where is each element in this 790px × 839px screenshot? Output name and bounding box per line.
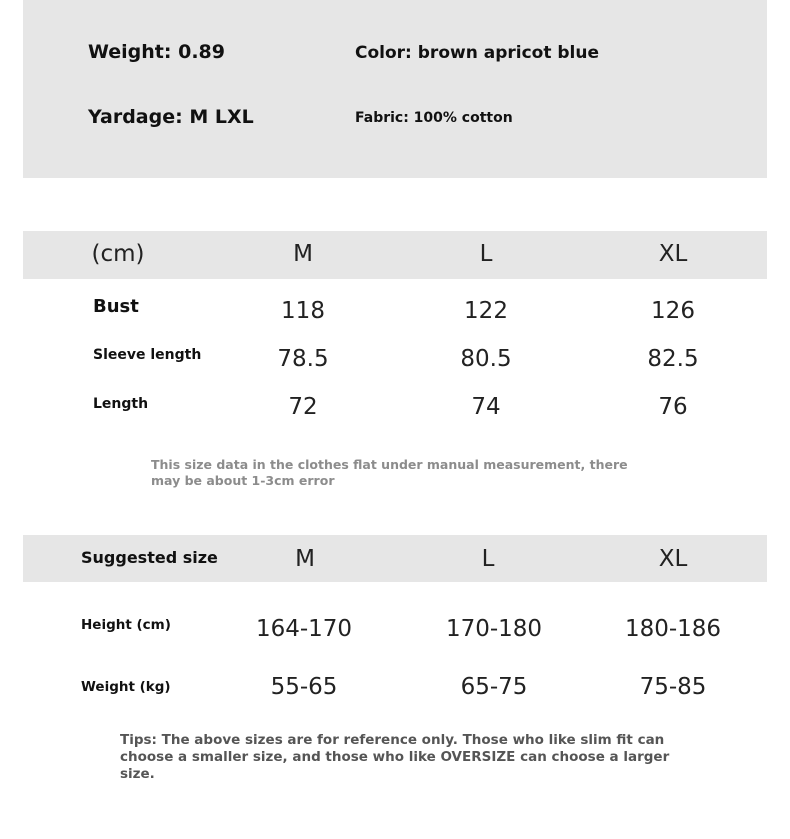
bust-label: Bust — [93, 296, 139, 317]
size-tips: Tips: The above sizes are for reference only. Those who like slim fit can choose a smaller size, and those who like OVERSIZE can choose a larger size. — [120, 732, 670, 782]
length-xl: 76 — [658, 394, 688, 420]
fabric-spec: Fabric: 100% cotton — [355, 110, 513, 126]
suggest-col-xl: XL — [658, 546, 688, 572]
size-table-unit: (cm) — [91, 241, 145, 267]
weight-m: 55-65 — [270, 674, 338, 700]
length-l: 74 — [471, 394, 501, 420]
size-col-m: M — [293, 241, 313, 267]
size-col-xl: XL — [658, 241, 688, 267]
height-label: Height (cm) — [81, 617, 171, 633]
measurement-note: This size data in the clothes flat under manual measurement, there may be about 1-3cm error — [151, 457, 628, 488]
length-label: Length — [93, 396, 149, 412]
height-m: 164-170 — [255, 616, 353, 642]
product-info-panel — [23, 0, 767, 178]
height-l: 170-180 — [445, 616, 543, 642]
length-m: 72 — [288, 394, 318, 420]
bust-m: 118 — [281, 298, 325, 324]
sleeve-xl: 82.5 — [647, 346, 699, 372]
weight-spec: Weight: 0.89 — [88, 41, 225, 63]
bust-xl: 126 — [651, 298, 695, 324]
weight-label: Weight (kg) — [81, 679, 171, 695]
yardage-spec: Yardage: M LXL — [88, 106, 254, 128]
sleeve-m: 78.5 — [277, 346, 329, 372]
height-xl: 180-186 — [624, 616, 722, 642]
suggest-col-m: M — [295, 546, 315, 572]
size-col-l: L — [479, 241, 493, 267]
suggest-col-l: L — [481, 546, 495, 572]
color-spec: Color: brown apricot blue — [355, 43, 600, 63]
sleeve-l: 80.5 — [460, 346, 512, 372]
bust-l: 122 — [464, 298, 508, 324]
weight-xl: 75-85 — [639, 674, 707, 700]
sleeve-length-label: Sleeve length — [93, 347, 202, 363]
suggested-size-header: Suggested size — [81, 548, 218, 567]
weight-l: 65-75 — [460, 674, 528, 700]
